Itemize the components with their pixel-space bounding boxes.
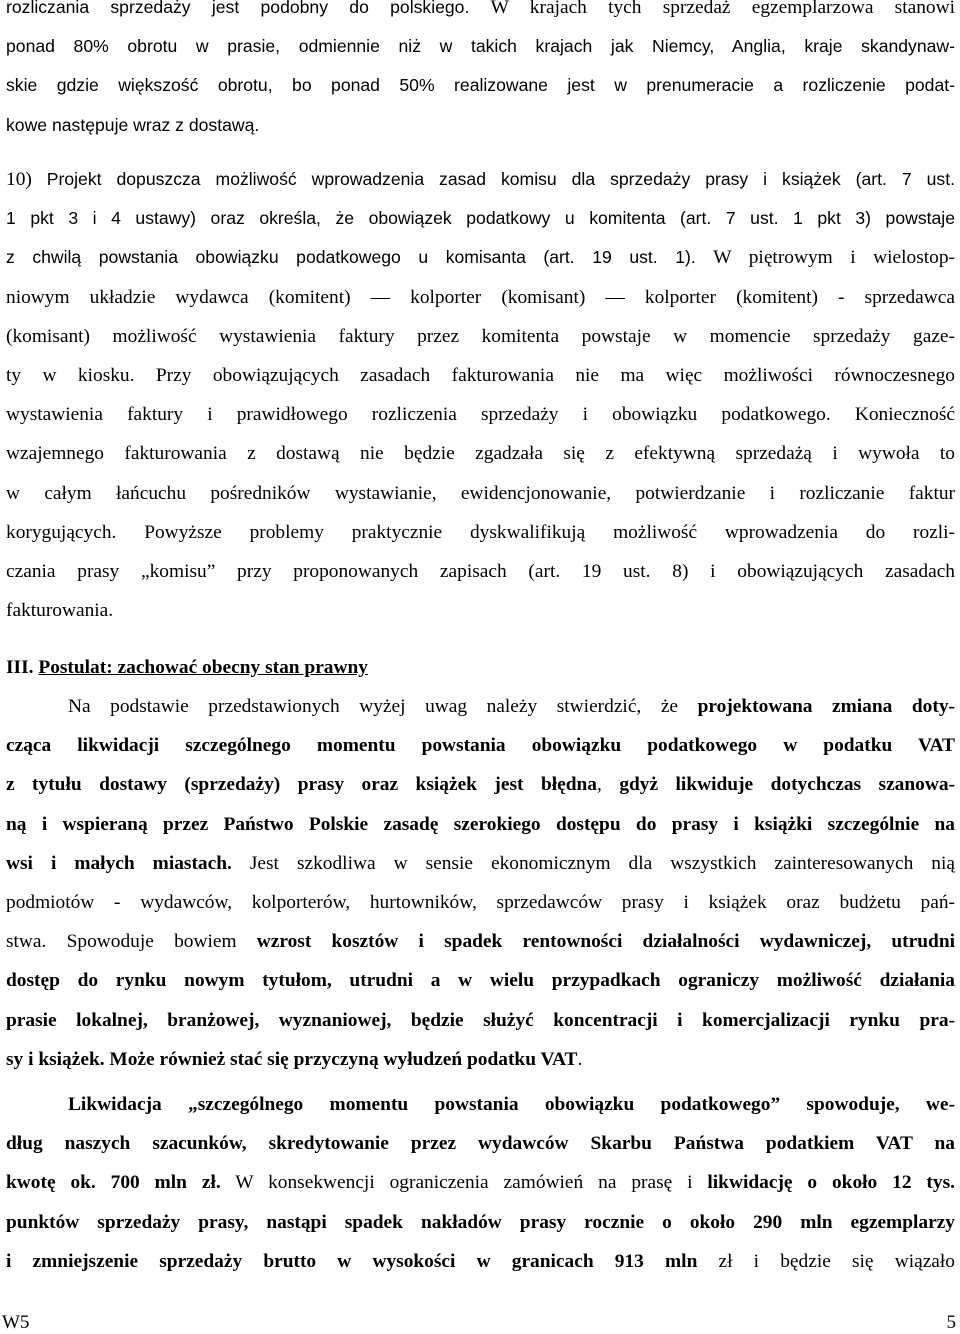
text-line: cząca likwidacji szczególnego momentu powstania obowiązku podatkowego w podatku VAT — [6, 735, 955, 757]
text-line: dług naszych szacunków, skredytowanie przez wydawców Skarbu Państwa podatkiem VAT na — [6, 1133, 955, 1155]
text-line: kowe następuje wraz z dostawą. — [6, 114, 260, 135]
text-line: ną i wspieraną przez Państwo Polskie zasadę szerokiego dostępu do prasy i książki szczególnie na — [6, 813, 955, 835]
section-heading — [6, 648, 368, 687]
footer-code: W5 — [2, 1312, 30, 1333]
text-line: Na podstawie przedstawionych wyżej uwag należy stwierdzić, że projektowana zmiana doty- — [68, 696, 955, 717]
section-title: Postulat: zachować obecny stan prawny — [38, 657, 368, 678]
text-line: rozliczania sprzedaży jest podobny do polskiego. W krajach tych sprzedaż egzemplarzowa stanowi — [6, 0, 955, 18]
text-line: czania prasy „komisu” przy proponowanych zapisach (art. 19 ust. 8) i obowiązujących zasadach — [6, 561, 955, 583]
text-line: ty w kiosku. Przy obowiązujących zasadach fakturowania nie ma więc możliwości równoczesnego — [6, 365, 955, 387]
text-line: i zmniejszenie sprzedaży brutto w wysokości w granicach 913 mln zł i będzie się wiązało — [6, 1250, 955, 1272]
page-number: 5 — [946, 1312, 956, 1333]
text-line: (komisant) możliwość wystawienia faktury przez komitenta powstaje w momencie sprzedaży gaze- — [6, 325, 955, 347]
text-line: stwa. Spowoduje bowiem wzrost kosztów i spadek rentowności działalności wydawniczej, utrudni — [6, 931, 955, 953]
text-line: fakturowania. — [6, 600, 114, 622]
text-line: skie gdzie większość obrotu, bo ponad 50% realizowane jest w prenumeracie a rozliczenie podat- — [6, 75, 955, 96]
text-line: z tytułu dostawy (sprzedaży) prasy oraz książek jest błędna, gdyż likwiduje dotychczas szanowa- — [6, 774, 956, 796]
text-line: wzajemnego fakturowania z dostawą nie będzie zgadzała się z efektywną sprzedażą i wywoła to — [6, 443, 955, 465]
paragraph — [6, 687, 955, 1079]
text-line: punktów sprzedaży prasy, nastąpi spadek nakładów prasy rocznie o około 290 mln egzemplarzy — [6, 1211, 955, 1233]
text-line: kwotę ok. 700 mln zł. W konsekwencji ograniczenia zamówień na prasę i likwidację o około 12 tys. — [6, 1172, 955, 1194]
paragraph — [6, 1085, 955, 1281]
text-line: prasie lokalnej, branżowej, wyznaniowej, będzie służyć koncentracji i komercjalizacji rynku pra- — [6, 1009, 955, 1031]
paragraph — [6, 0, 955, 145]
text-line: wsi i małych miastach. Jest szkodliwa w sensie ekonomicznym dla wszystkich zainteresowanych nią — [6, 852, 955, 874]
text-line: sy i książek. Może również stać się przyczyną wyłudzeń podatku VAT. — [6, 1048, 583, 1070]
text-line: ponad 80% obrotu w prasie, odmiennie niż w takich krajach jak Niemcy, Anglia, kraje skandynaw- — [6, 36, 955, 57]
section-number: III. — [6, 657, 39, 678]
text-line: z chwilą powstania obowiązku podatkowego u komisanta (art. 19 ust. 1). W piętrowym i wielostop- — [6, 247, 955, 269]
text-line: dostęp do rynku nowym tytułom, utrudni a w wielu przypadkach ograniczy możliwość działania — [6, 970, 955, 992]
text-line: 10) Projekt dopuszcza możliwość wprowadzenia zasad komisu dla sprzedaży prasy i książek (art. 7 ust. — [6, 169, 955, 190]
text-line: korygujących. Powyższe problemy praktycznie dyskwalifikują możliwość wprowadzenia do rozli- — [6, 521, 955, 543]
text-line: Likwidacja „szczególnego momentu powstania obowiązku podatkowego” spowoduje, we- — [68, 1094, 955, 1115]
text-line: 1 pkt 3 i 4 ustawy) oraz określa, że obowiązek podatkowy u komitenta (art. 7 ust. 1 pkt 3) powstaje — [6, 208, 955, 229]
text-line: w całym łańcuchu pośredników wystawianie, ewidencjonowanie, potwierdzanie i rozliczanie faktur — [6, 482, 955, 504]
paragraph — [6, 160, 955, 630]
text-line: podmiotów - wydawców, kolporterów, hurtowników, sprzedawców prasy i książek oraz budżetu pań- — [6, 892, 955, 914]
text-line: niowym układzie wydawca (komitent) ― kolporter (komisant) ― kolporter (komitent) - sprzedawca — [6, 286, 955, 308]
text-line: wystawienia faktury i prawidłowego rozliczenia sprzedaży i obowiązku podatkowego. Konieczność — [6, 404, 955, 426]
